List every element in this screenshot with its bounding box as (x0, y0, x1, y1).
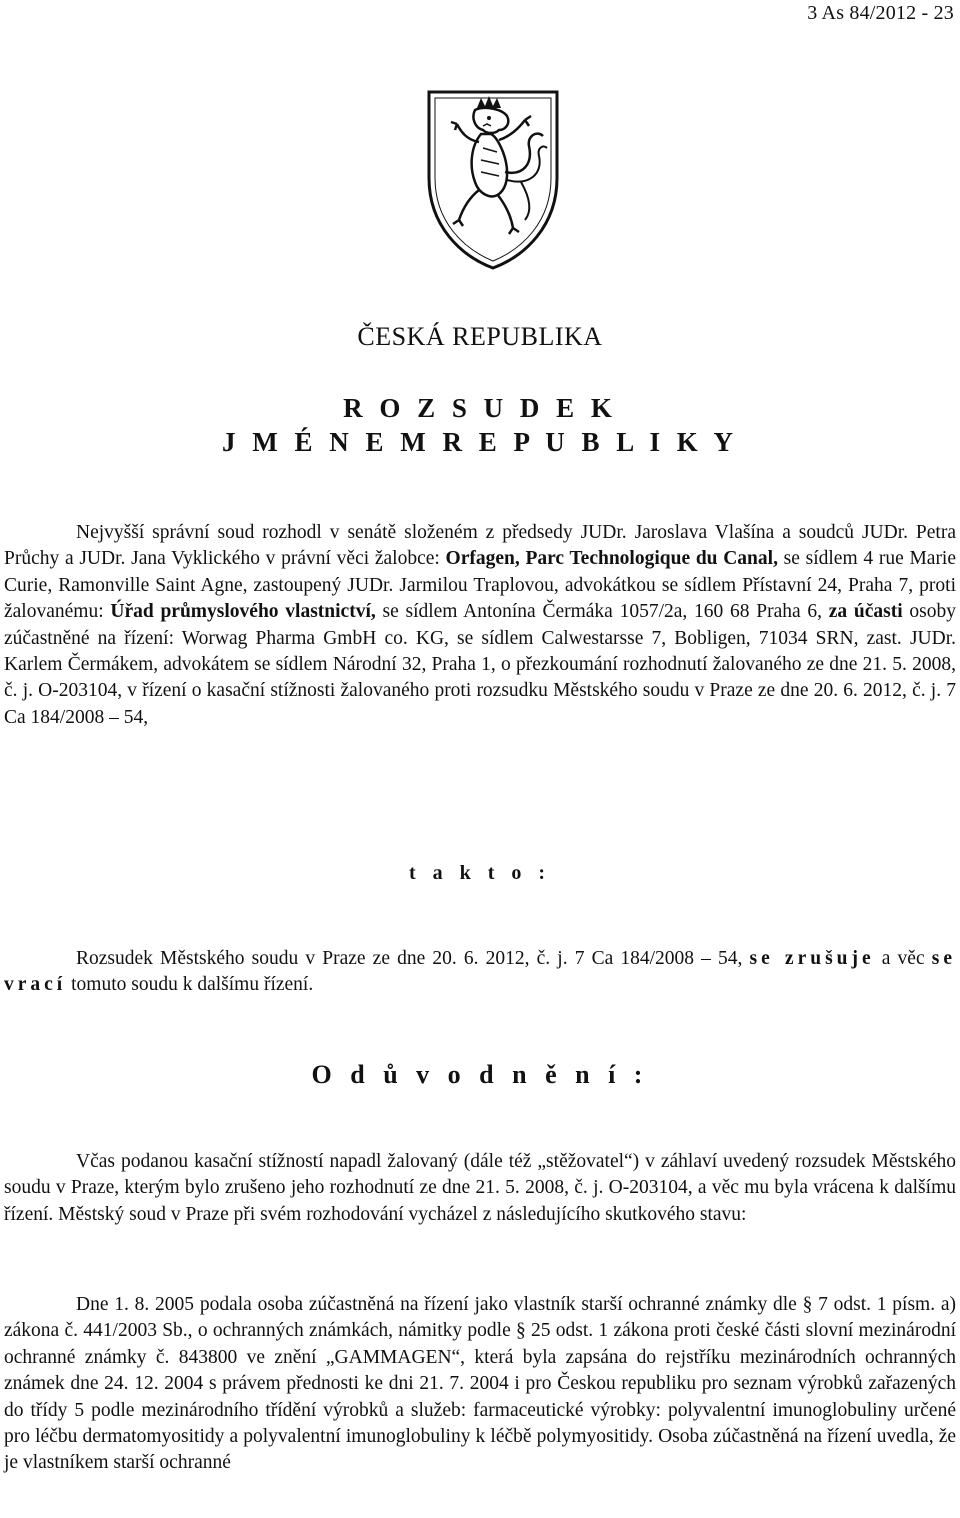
annulled-label: se zrušuje (749, 948, 875, 969)
intro-text-1: Nejvyšší správní soud rozhodl v senátě složeném z předsedy JUDr. Jaroslava Vlašína a soudců JUDr. Petra Průchy a JUDr. Jana Vyklického v právní věci žalobce: (4, 522, 956, 570)
reasoning-paragraph-2: Dne 1. 8. 2005 podala osoba zúčastněná na řízení jako vlastník starší ochranné známky dle § 7 odst. 1 písm. a) zákona č. 441/2003 Sb., o ochranných známkách, námitky podle § 25 odst. 1 zákona proti české části slovní mezinárodní ochranné známky č. 843800 ve znění „GAMMAGEN“, která byla zapsána do rejstříku mezinárodních ochranných známek dne 24. 12. 2004 s právem přednosti ke dni 21. 7. 2004 i pro Českou republiku pro seznam výrobků zařazených do třídy 5 podle mezinárodního třídění výrobků a služeb: farmaceutické výrobky: polyvalentní imunoglobuliny určené pro léčbu dermatomyositidy a polyvalentní imunoglobuliny k léčbě polymyositidy. Osoba zúčastněná na řízení uvedla, že je vlastníkem starší ochranné (4, 1294, 956, 1474)
decision-text-2: a věc (874, 948, 932, 969)
czech-lion-coat-of-arms-icon (425, 86, 561, 272)
intro-text-2: se sídlem 4 rue Marie Curie, Ramonville Saint Agne, zastoupený JUDr. Jarmilou Traplovou, advokátkou se sídlem Přístavní 24, Praha 7, proti žalovanému: (4, 548, 957, 623)
reasoning-heading: O d ů v o d n ě n í : (311, 1060, 649, 1089)
defendant-name: Úřad průmyslového vlastnictví, (110, 601, 376, 623)
intro-text-3: se sídlem Antonína Čermáka 1057/2a, 160 68 Praha 6, (375, 601, 829, 623)
intro-paragraph (4, 520, 956, 731)
in-the-name-heading: J M É N E M R E P U B L I K Y (221, 427, 739, 457)
reasoning-paragraph-1: Včas podanou kasační stížností napadl žalovaný (dále též „stěžovatel“) v záhlaví uvedený rozsudek Městského soudu v Praze, kterým bylo zrušeno jeho rozhodnutí ze dne 21. 5. 2008, č. j. O-203104, a věc mu byla vrácena k dalšímu řízení. Městský soud v Praze při svém rozhodování vycházel z následujícího skutkového stavu: (4, 1151, 956, 1225)
intro-text-4: osoby zúčastněné na řízení: Worwag Pharma GmbH co. KG, se sídlem Calwestarsse 7, Bobligen, 71034 SRN, zast. JUDr. Karlem Čermákem, advokátem se sídlem Národní 32, Praha 1, o přezkoumání rozhodnutí žalovaného ze dne 21. 5. 2008, č. j. O-203104, v řízení o kasační stížnosti žalovaného proti rozsudku Městského soudu v Praze ze dne 20. 6. 2012, č. j. 7 Ca 184/2008 – 54, (4, 601, 957, 728)
decision-paragraph (4, 946, 956, 999)
verdict-heading: R O Z S U D E K (343, 393, 617, 423)
plaintiff-name: Orfagen, Parc Technologique du Canal, (445, 548, 778, 570)
country-heading: ČESKÁ REPUBLIKA (357, 322, 603, 351)
returned-label: se vrací (4, 948, 956, 996)
decision-text-1: Rozsudek Městského soudu v Praze ze dne 20. 6. 2012, č. j. 7 Ca 184/2008 – 54, (76, 948, 750, 969)
decision-text-3: tomuto soudu k dalšímu řízení. (66, 974, 314, 996)
decision-heading: t a k t o : (408, 862, 552, 884)
participation-label: za účasti (828, 601, 903, 623)
case-reference: 3 As 84/2012 - 23 (807, 2, 954, 24)
